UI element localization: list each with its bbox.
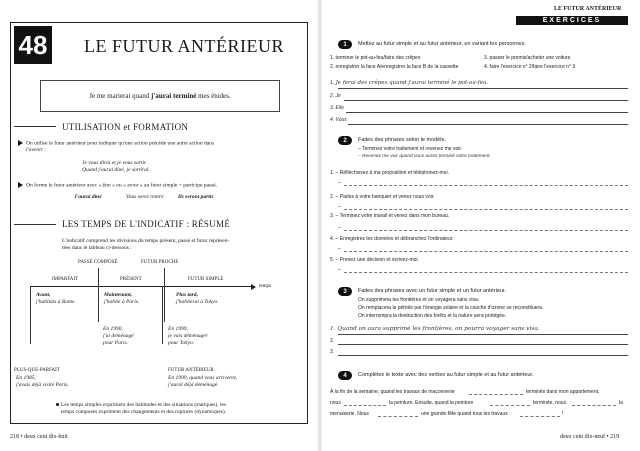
exercise-2-item-2: 2. – Parlez à votre banquier et venez nous voir. [330, 194, 435, 200]
formation-example-1: J'aurai dîné [74, 194, 102, 200]
exercise-2-dash: – [338, 180, 341, 186]
pc-line3: pour Paris. [103, 340, 129, 346]
fill-blank[interactable] [469, 394, 523, 395]
exercise-2-item-4: 4. – Enregistrez les données et débranchez l'ordinateur. [330, 236, 454, 242]
exercise-1-item-1: 1. terminer le pot-au-feu/faire des crêpes [330, 55, 421, 61]
fa-line1: En 1999, quand vous arriverez, [168, 375, 238, 381]
exercise-3-badge: 3 [338, 287, 352, 296]
exercise-1-answer-1[interactable] [330, 80, 488, 86]
pqp-example [16, 375, 69, 389]
exercise-4-line-2d: la [619, 400, 623, 406]
label-passe-compose: PASSÉ COMPOSÉ [78, 260, 118, 265]
exercise-4-line-3c: ! [562, 411, 564, 417]
answer-line[interactable] [344, 230, 628, 231]
right-footer: deux cent dix-neuf • 219 [560, 434, 620, 440]
exercise-3-line-3: On interrompra la destruction des forêts et la nature sera protégée. [358, 313, 507, 319]
answer-line[interactable] [344, 251, 628, 252]
exercise-2-badge: 2 [338, 136, 352, 145]
left-footer-text: deux cent dix-huit [24, 434, 68, 440]
right-footer-page: 219 [610, 434, 620, 440]
exercise-2-dash: – [338, 225, 341, 231]
exercise-2-dash: – [338, 204, 341, 210]
exercise-1-instruction: Mettez au futur simple et au futur antérieur, en variant les personnes. [358, 41, 526, 47]
exercise-2-item-3: 3. – Terminez votre travail et venez dans mon bureau. [330, 213, 450, 219]
intro-example-box [40, 80, 280, 112]
running-head: LE FUTUR ANTÉRIEUR [554, 6, 622, 12]
exercises-banner: EXERCICES [516, 16, 628, 25]
exercise-3-line-1: On supprimera les frontières et on voyagera sans visa. [358, 297, 480, 303]
answer-line[interactable] [338, 344, 628, 345]
passe-compose-example [103, 326, 134, 347]
pqp-line2: j'avais déjà visité Paris. [16, 382, 69, 388]
timeline-axis [30, 286, 252, 287]
label-temps: temps [259, 284, 271, 289]
exercise-4-line-1a: À la fin de la semaine, quand les travaux de maçonnerie [330, 389, 455, 395]
exercise-4-line-2b: la peinture. Ensuite, quand la peinture [389, 400, 474, 406]
exercise-1-badge: 1 [338, 40, 352, 49]
triangle-right-icon [18, 140, 23, 146]
exercise-2-dash: – [338, 267, 341, 273]
exercise-2-item-5: 5. – Prenez une décision et écrivez-moi. [330, 257, 419, 263]
exercise-1-item-4: 4. faire l'exercice n° 2/faire l'exercice n° 3 [484, 64, 576, 70]
exercise-2-model-2: – Revenez me voir quand vous aurez terminé votre traitement. [358, 154, 491, 159]
summary-text [62, 238, 229, 252]
formation-line: On forme le futur antérieur avec « être » ou « avoir » au futur simple + participe passé. [26, 182, 218, 189]
exercise-2-dash: – [338, 246, 341, 252]
exercise-2-model-1: – Terminez votre traitement et revenez me voir. [358, 146, 463, 152]
right-footer-text: deux cent dix-neuf [560, 434, 605, 440]
usage-line1: On utilise le futur antérieur pour indiquer qu'une action précède une autre action dans [26, 140, 215, 147]
formation-text [18, 182, 217, 189]
label-futur-anterieur: FUTUR ANTÉRIEUR [168, 368, 214, 373]
fa-line2: j'aurai déjà déménagé. [168, 382, 219, 388]
exercise-1-answer-2: 2. Je [330, 93, 341, 99]
section1-title: UTILISATION et FORMATION [62, 122, 189, 132]
fa-example [168, 375, 237, 389]
tick-futur-proche [164, 268, 165, 322]
summary-line1: L'indicatif comprend les divisions du temps présent, passé et futur représen- [62, 238, 230, 244]
label-plus-que-parfait: PLUS-QUE-PARFAIT [14, 368, 60, 373]
example1-line1: Je vous dirai et je vous sortir. [82, 160, 147, 166]
formation-example-3: Ils seront partis [178, 194, 214, 200]
intro-sentence-bold: j'aurai terminé [151, 92, 197, 100]
fp-line2: je vais déménager [168, 333, 209, 339]
futur-body: j'habiterai à Tokyo. [176, 299, 219, 305]
usage-example [82, 160, 150, 174]
answer-1-number: 1. [330, 80, 336, 86]
answer-line[interactable] [344, 209, 628, 210]
exercise-3-answer-1: 1. Quand on aura supprimé les frontières, on pourra voyager sans visa. [330, 326, 540, 332]
answer-line [338, 88, 628, 89]
right-page [322, 0, 640, 451]
fill-blank[interactable] [572, 405, 616, 406]
futur-simple-example [176, 292, 219, 306]
futur-head: Plus tard, [176, 292, 199, 298]
present-head: Maintenant, [104, 292, 132, 298]
futur-proche-example [168, 326, 208, 347]
exercise-3-answer-2: 2. [330, 338, 335, 344]
arrow-right-icon [251, 284, 256, 290]
fill-blank[interactable] [520, 416, 560, 417]
fill-blank[interactable] [378, 416, 418, 417]
usage-line2: l'avenir : [26, 147, 46, 154]
summary-line2: tées dans le tableau ci-dessous : [62, 245, 132, 251]
example1-line2: Quand j'aurai dîné, je sortirai. [82, 167, 150, 173]
answer-line[interactable] [348, 124, 628, 125]
triangle-right-icon [18, 182, 23, 188]
answer-line[interactable] [344, 185, 628, 186]
present-example [104, 292, 139, 306]
exercise-4-badge: 4 [338, 371, 352, 380]
exercise-1-item-2: 2. enregistrer la face A/enregistrer la face B de la cassette [330, 64, 459, 70]
left-footer: 218 • deux cent dix-huit [10, 434, 68, 440]
exercise-3-answer-3: 3. [330, 349, 335, 355]
exercise-3-line-2: On remplacera le pétrole par l'énergie solaire et la couche d'ozone se reconstituera. [358, 305, 544, 311]
fp-line1: En 1999, [168, 326, 188, 332]
answer-line[interactable] [344, 272, 628, 273]
fill-blank[interactable] [344, 405, 386, 406]
exercise-1-item-3: 3. passer le premis/acheter une voiture [484, 55, 571, 61]
lesson-title: LE FUTUR ANTÉRIEUR [84, 36, 284, 56]
answer-1-handwritten: Je ferai des crêpes quand j'aurai terminé le pot-au-feu. [335, 80, 489, 86]
tick-futur-anterieur [162, 286, 163, 344]
exercise-4-line-2c: terminée, nous [533, 400, 567, 406]
exercise-1-answer-3: 3. Elle [330, 105, 344, 111]
present-body: j'habite à Paris. [104, 299, 140, 305]
imparfait-body: j'habitais à Rome. [36, 299, 76, 305]
bullet-icon [56, 403, 59, 406]
imparfait-example [36, 292, 76, 306]
label-present: PRÉSENT [120, 277, 142, 282]
exercise-4-instruction: Complétez le texte avec des verbes au futur simple et au futur antérieur. [358, 372, 534, 378]
imparfait-head: Avant, [36, 292, 51, 298]
tense-note [56, 402, 226, 416]
formation-example-2: Vous serez rentré [126, 194, 164, 200]
exercise-1-answer-4: 4. Vous [330, 117, 347, 123]
fp-line3: pour Tokyo. [168, 340, 195, 346]
exercise-4-line-2a: nous [330, 400, 341, 406]
exercise-2-item-1: 1. – Réfléchissez à ma proposition et téléphonez-moi. [330, 170, 449, 176]
pqp-line1: En 1985, [16, 375, 36, 381]
tick-passe-compose [98, 268, 99, 322]
left-page [0, 0, 318, 451]
answer-line[interactable] [344, 100, 628, 101]
section2-rule [14, 224, 56, 225]
left-footer-page: 218 [10, 434, 19, 440]
tick-plus-que-parfait [30, 286, 31, 344]
answer-line[interactable] [346, 112, 628, 113]
note-line1: Les temps simples expriment des habitudes et des situations (statiques), les [61, 402, 227, 408]
label-futur-simple: FUTUR SIMPLE [188, 277, 224, 282]
answer-line[interactable] [338, 355, 628, 356]
section1-rule [14, 126, 56, 127]
fill-blank[interactable] [490, 405, 530, 406]
label-futur-proche: FUTUR PROCHE [141, 260, 179, 265]
usage-text [18, 140, 214, 154]
answer-line [338, 334, 628, 335]
note-line2: temps composés expriment des changements et des ruptures (dynamiques). [61, 409, 227, 415]
label-imparfait: IMPARFAIT [52, 277, 79, 282]
exercise-4-line-3a: menuiserie. Nous [330, 411, 369, 417]
pc-line2: j'ai déménagé [103, 333, 134, 339]
section2-title: LES TEMPS DE L'INDICATIF : RÉSUMÉ [62, 219, 231, 229]
intro-sentence-post: mes études. [198, 92, 231, 100]
exercise-3-instruction: Faites des phrases avec un futur simple et un futur antérieur. [358, 288, 506, 294]
exercise-4-line-1b: terminés dans mon appartement, [526, 389, 600, 395]
exercise-4-line-3b: une grande fête quand tous les travaux [421, 411, 508, 417]
exercise-2-instruction: Faites des phrases selon le modèle. [358, 137, 447, 143]
lesson-number: 48 [14, 26, 52, 64]
pc-line1: En 1990, [103, 326, 123, 332]
intro-sentence-pre: Je me marierai quand [89, 92, 150, 100]
